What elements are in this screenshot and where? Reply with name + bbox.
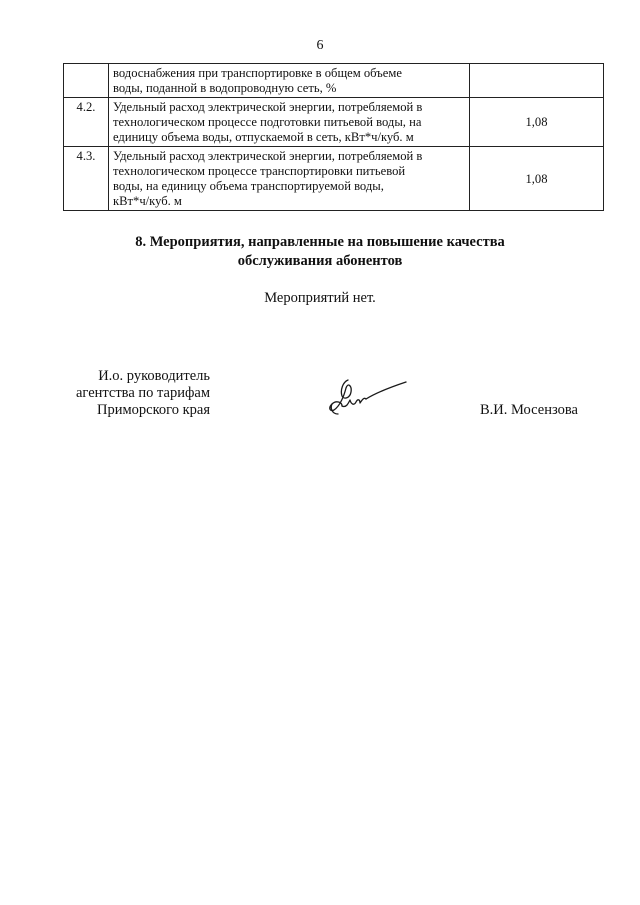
description-line: воды, на единицу объема транспортируемой воды, xyxy=(113,179,384,193)
page-number: 6 xyxy=(316,38,324,53)
description-line: технологическом процессе транспортировки питьевой xyxy=(113,164,406,178)
section-body-text: Мероприятий нет. xyxy=(264,290,376,306)
row-number: 4.3. xyxy=(64,147,109,211)
description-line: единицу объема воды, отпускаемой в сеть, кВт*ч/куб. м xyxy=(113,130,414,144)
row-value: 1,08 xyxy=(470,98,604,147)
signatory-position xyxy=(60,368,210,419)
indicators-table xyxy=(63,63,604,211)
row-value: 1,08 xyxy=(470,147,604,211)
row-value xyxy=(470,64,604,98)
description-line: водоснабжения при транспортировке в общем объеме xyxy=(113,66,402,80)
section-title-line: 8. Мероприятия, направленные на повышение качества xyxy=(135,234,505,250)
handwritten-signature xyxy=(318,370,418,430)
section-title-line: обслуживания абонентов xyxy=(237,253,403,269)
row-number xyxy=(64,64,109,98)
row-description xyxy=(109,147,470,211)
description-line: технологическом процессе подготовки питьевой воды, на xyxy=(113,115,422,129)
signer-name: В.И. Мосензова xyxy=(480,402,578,418)
description-line: Удельный расход электрической энергии, потребляемой в xyxy=(113,149,423,163)
signatory-line: И.о. руководитель xyxy=(98,368,210,384)
description-line: воды, поданной в водопроводную сеть, % xyxy=(113,81,337,95)
table-row xyxy=(64,64,604,98)
description-line: кВт*ч/куб. м xyxy=(113,194,182,208)
description-line: Удельный расход электрической энергии, потребляемой в xyxy=(113,100,423,114)
table-row xyxy=(64,98,604,147)
row-description xyxy=(109,64,470,98)
table-row xyxy=(64,147,604,211)
signatory-line: агентства по тарифам xyxy=(76,385,210,401)
row-number: 4.2. xyxy=(64,98,109,147)
section-title xyxy=(0,233,640,271)
signatory-line: Приморского края xyxy=(96,402,210,418)
row-description xyxy=(109,98,470,147)
